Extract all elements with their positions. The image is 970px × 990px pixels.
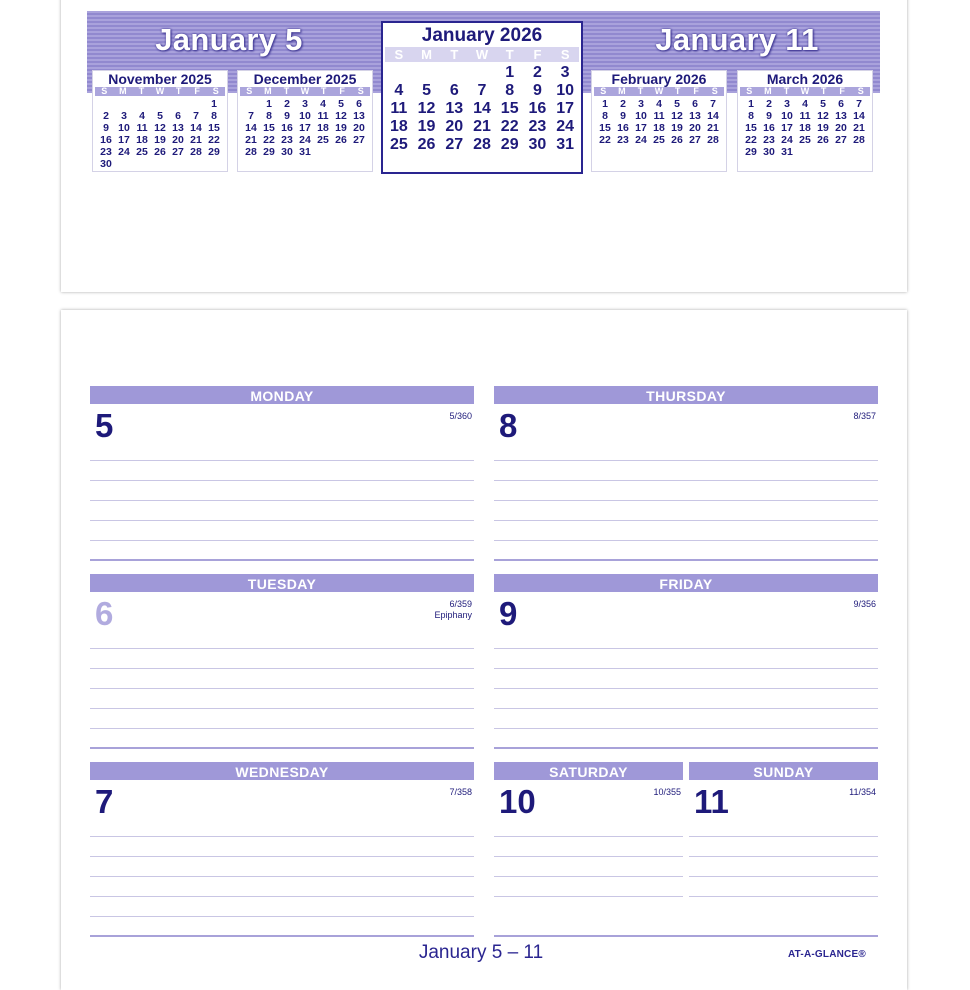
day-header: SATURDAY — [494, 762, 683, 780]
writing-line — [494, 876, 683, 877]
calendar-day: 26 — [671, 134, 683, 146]
day-number: 5 — [95, 407, 114, 444]
calendar-day: 9 — [620, 110, 626, 122]
writing-line — [494, 856, 683, 857]
day-count: 5/360 — [449, 411, 472, 421]
calendar-day: 2 — [766, 98, 772, 110]
calendar-day: 14 — [190, 122, 202, 134]
calendar-day: 1 — [602, 98, 608, 110]
mini-calendar-march-2026 — [737, 70, 873, 172]
calendar-day: 8 — [748, 110, 754, 122]
calendar-day: 6 — [449, 82, 459, 99]
calendar-day: 30 — [763, 146, 775, 158]
calendar-day: 3 — [638, 98, 644, 110]
calendar-day: 1 — [748, 98, 754, 110]
calendar-day: 3 — [302, 98, 308, 110]
weekday-header: S M T W T F S — [385, 47, 579, 62]
writing-line — [494, 480, 878, 481]
calendar-day: 6 — [356, 98, 362, 110]
day-number: 9 — [499, 595, 518, 632]
mini-calendar-title: November 2025 — [108, 71, 212, 87]
writing-line — [494, 708, 878, 709]
brand-logo: AT-A-GLANCE® — [788, 949, 866, 960]
holiday-label: Epiphany — [434, 610, 472, 620]
writing-line — [90, 500, 474, 501]
calendar-day: 21 — [473, 118, 491, 135]
calendar-day: 15 — [208, 122, 220, 134]
writing-line — [90, 648, 474, 649]
calendar-day: 8 — [505, 82, 515, 99]
bottom-page — [61, 310, 907, 990]
calendar-day: 1 — [266, 98, 272, 110]
calendar-day: 18 — [389, 118, 408, 135]
calendar-day: 11 — [799, 110, 811, 122]
calendar-day — [187, 98, 205, 110]
calendar-day: 19 — [817, 122, 829, 134]
calendar-day: 19 — [335, 122, 347, 134]
calendar-day: 9 — [284, 110, 290, 122]
calendar-day: 27 — [689, 134, 701, 146]
calendar-day: 7 — [477, 82, 487, 99]
calendar-day: 10 — [556, 82, 575, 99]
current-month-title: January 2026 — [421, 25, 543, 46]
calendar-day: 26 — [335, 134, 347, 146]
calendar-day: 15 — [745, 122, 757, 134]
day-count: 11/354 — [849, 787, 876, 797]
writing-line — [494, 896, 683, 897]
day-number: 6 — [95, 595, 114, 632]
calendar-day: 23 — [281, 134, 293, 146]
calendar-day: 29 — [208, 146, 220, 158]
calendar-day: 11 — [653, 110, 665, 122]
day-number: 11 — [694, 783, 729, 820]
calendar-day: 2 — [103, 110, 109, 122]
calendar-day: 14 — [245, 122, 257, 134]
calendar-day: 4 — [394, 82, 404, 99]
calendar-day: 31 — [556, 136, 575, 153]
calendar-day: 7 — [193, 110, 199, 122]
calendar-day: 25 — [389, 136, 408, 153]
day-sunday — [689, 762, 878, 916]
calendar-day: 21 — [190, 134, 202, 146]
day-count: 8/357 — [853, 411, 876, 421]
calendar-day — [242, 98, 260, 110]
calendar-day: 9 — [103, 122, 109, 134]
calendar-day: 15 — [599, 122, 611, 134]
writing-line — [494, 668, 878, 669]
calendar-day: 17 — [781, 122, 793, 134]
writing-line — [689, 896, 878, 897]
writing-line — [90, 460, 474, 461]
calendar-day: 3 — [784, 98, 790, 110]
calendar-day: 6 — [692, 98, 698, 110]
day-friday — [494, 574, 878, 750]
calendar-day: 5 — [422, 82, 432, 99]
calendar-day: 18 — [653, 122, 665, 134]
day-bottom-rule — [90, 559, 474, 561]
calendar-day: 29 — [263, 146, 275, 158]
writing-line — [494, 460, 878, 461]
calendar-day: 27 — [172, 146, 184, 158]
day-monday — [90, 386, 474, 562]
calendar-day: 5 — [338, 98, 344, 110]
calendar-day: 23 — [528, 118, 547, 135]
calendar-day: 27 — [445, 136, 464, 153]
calendar-day: 20 — [172, 134, 184, 146]
calendar-day: 20 — [689, 122, 701, 134]
calendar-day: 9 — [532, 82, 542, 99]
calendar-day — [151, 98, 169, 110]
calendar-day: 11 — [136, 122, 148, 134]
mini-calendar-grid — [742, 98, 868, 158]
calendar-day: 20 — [445, 118, 464, 135]
writing-line — [90, 896, 474, 897]
calendar-day: 22 — [500, 118, 519, 135]
day-header: SUNDAY — [689, 762, 878, 780]
calendar-day: 10 — [299, 110, 311, 122]
current-month-grid — [385, 64, 579, 154]
calendar-day: 30 — [100, 158, 112, 170]
mini-calendar-title: February 2026 — [611, 71, 707, 87]
top-page — [61, 0, 907, 292]
writing-line — [494, 836, 683, 837]
calendar-day: 28 — [853, 134, 865, 146]
calendar-day: 17 — [635, 122, 647, 134]
day-count: 7/358 — [449, 787, 472, 797]
day-count: 10/355 — [653, 787, 681, 797]
calendar-day — [133, 98, 151, 110]
mini-calendar-february-2026 — [591, 70, 727, 172]
mini-calendar-december-2025 — [237, 70, 373, 172]
calendar-day: 31 — [299, 146, 311, 158]
calendar-day: 1 — [505, 64, 515, 81]
day-number: 7 — [95, 783, 114, 820]
day-header: WEDNESDAY — [90, 762, 474, 780]
writing-line — [689, 836, 878, 837]
weekend-bottom-rule — [494, 935, 878, 937]
calendar-day: 28 — [245, 146, 257, 158]
calendar-day: 28 — [707, 134, 719, 146]
calendar-day: 29 — [745, 146, 757, 158]
current-month-calendar — [381, 21, 583, 174]
calendar-day: 14 — [853, 110, 865, 122]
calendar-day: 8 — [602, 110, 608, 122]
calendar-day: 20 — [835, 122, 847, 134]
calendar-day: 12 — [671, 110, 683, 122]
writing-line — [90, 480, 474, 481]
calendar-day: 23 — [100, 146, 112, 158]
calendar-day: 31 — [781, 146, 793, 158]
calendar-day: 4 — [320, 98, 326, 110]
calendar-day: 26 — [417, 136, 436, 153]
calendar-day — [440, 64, 468, 82]
writing-line — [494, 520, 878, 521]
writing-line — [689, 856, 878, 857]
calendar-day: 23 — [763, 134, 775, 146]
day-header: MONDAY — [90, 386, 474, 404]
calendar-day: 20 — [353, 122, 365, 134]
weekday-header: S M T W T F S — [594, 87, 724, 96]
calendar-day: 2 — [532, 64, 542, 81]
writing-line — [90, 688, 474, 689]
writing-line — [90, 668, 474, 669]
mini-calendar-title: March 2026 — [766, 71, 844, 87]
calendar-day: 16 — [617, 122, 629, 134]
writing-line — [90, 876, 474, 877]
calendar-day: 13 — [353, 110, 365, 122]
day-bottom-rule — [90, 935, 474, 937]
writing-line — [90, 540, 474, 541]
day-header: FRIDAY — [494, 574, 878, 592]
calendar-day: 24 — [118, 146, 130, 158]
calendar-day: 28 — [473, 136, 491, 153]
calendar-day: 6 — [838, 98, 844, 110]
calendar-day: 22 — [745, 134, 757, 146]
calendar-day — [169, 98, 187, 110]
calendar-day: 25 — [799, 134, 811, 146]
day-saturday — [494, 762, 683, 916]
calendar-day: 16 — [281, 122, 293, 134]
calendar-day: 7 — [248, 110, 254, 122]
calendar-day: 5 — [674, 98, 680, 110]
weekday-header: S M T W T F S — [740, 87, 870, 96]
calendar-day: 10 — [118, 122, 130, 134]
writing-line — [90, 836, 474, 837]
calendar-day: 12 — [154, 122, 166, 134]
calendar-day: 11 — [390, 100, 408, 117]
calendar-day: 24 — [299, 134, 311, 146]
week-start-date: January 5 — [155, 22, 303, 57]
calendar-day: 25 — [317, 134, 329, 146]
day-number: 10 — [499, 783, 536, 820]
calendar-day: 2 — [284, 98, 290, 110]
calendar-day: 13 — [445, 100, 464, 117]
calendar-day: 10 — [635, 110, 647, 122]
calendar-day: 13 — [835, 110, 847, 122]
writing-line — [494, 648, 878, 649]
calendar-day: 21 — [707, 122, 719, 134]
calendar-day: 19 — [154, 134, 166, 146]
day-count: 9/356 — [853, 599, 876, 609]
day-header: TUESDAY — [90, 574, 474, 592]
calendar-day: 5 — [820, 98, 826, 110]
mini-calendar-grid — [242, 98, 368, 158]
writing-line — [494, 540, 878, 541]
writing-line — [90, 856, 474, 857]
mini-calendar-grid — [97, 98, 223, 170]
calendar-day: 7 — [856, 98, 862, 110]
calendar-day: 22 — [208, 134, 220, 146]
calendar-day: 1 — [211, 98, 217, 110]
calendar-day: 29 — [500, 136, 519, 153]
day-tuesday — [90, 574, 474, 750]
day-bottom-rule — [494, 559, 878, 561]
calendar-day: 24 — [556, 118, 575, 135]
calendar-day: 18 — [799, 122, 811, 134]
calendar-day — [115, 98, 133, 110]
day-header: THURSDAY — [494, 386, 878, 404]
writing-line — [494, 500, 878, 501]
calendar-day: 15 — [263, 122, 275, 134]
calendar-day: 30 — [528, 136, 547, 153]
calendar-day: 14 — [707, 110, 719, 122]
calendar-day: 13 — [689, 110, 701, 122]
calendar-day: 27 — [353, 134, 365, 146]
calendar-day: 4 — [139, 110, 145, 122]
calendar-day: 17 — [299, 122, 311, 134]
writing-line — [90, 916, 474, 917]
calendar-day: 22 — [599, 134, 611, 146]
mini-calendar-title: December 2025 — [253, 71, 357, 87]
day-wednesday — [90, 762, 474, 938]
week-range-footer: January 5 – 11 — [418, 942, 544, 963]
calendar-day: 16 — [763, 122, 775, 134]
day-bottom-rule — [494, 747, 878, 749]
calendar-day: 24 — [635, 134, 647, 146]
writing-line — [689, 876, 878, 877]
calendar-day: 9 — [766, 110, 772, 122]
day-thursday — [494, 386, 878, 562]
calendar-day: 26 — [154, 146, 166, 158]
day-number: 8 — [499, 407, 518, 444]
calendar-day: 2 — [620, 98, 626, 110]
calendar-day: 3 — [121, 110, 127, 122]
weekday-header: S M T W T F S — [240, 87, 370, 96]
week-end-date: January 11 — [655, 22, 819, 57]
calendar-day: 30 — [281, 146, 293, 158]
calendar-day: 14 — [473, 100, 491, 117]
calendar-day: 22 — [263, 134, 275, 146]
calendar-day: 19 — [417, 118, 436, 135]
calendar-day: 17 — [118, 134, 130, 146]
calendar-day: 18 — [317, 122, 329, 134]
calendar-day: 4 — [802, 98, 808, 110]
writing-line — [90, 728, 474, 729]
calendar-day: 12 — [417, 100, 436, 117]
calendar-day: 21 — [853, 122, 865, 134]
calendar-day: 6 — [175, 110, 181, 122]
calendar-day: 3 — [560, 64, 570, 81]
mini-calendar-november-2025 — [92, 70, 228, 172]
calendar-day: 8 — [266, 110, 272, 122]
calendar-day: 25 — [653, 134, 665, 146]
calendar-day: 18 — [136, 134, 148, 146]
calendar-day: 10 — [781, 110, 793, 122]
writing-line — [90, 520, 474, 521]
calendar-day: 15 — [500, 100, 519, 117]
mini-calendar-grid — [596, 98, 722, 146]
calendar-day: 11 — [317, 110, 329, 122]
calendar-day: 13 — [172, 122, 184, 134]
writing-line — [90, 708, 474, 709]
calendar-day: 16 — [528, 100, 547, 117]
calendar-day: 26 — [817, 134, 829, 146]
calendar-day: 12 — [335, 110, 347, 122]
calendar-day: 25 — [136, 146, 148, 158]
calendar-day: 7 — [710, 98, 716, 110]
calendar-day: 12 — [817, 110, 829, 122]
calendar-day: 23 — [617, 134, 629, 146]
calendar-day: 28 — [190, 146, 202, 158]
calendar-day — [97, 98, 115, 110]
writing-line — [494, 728, 878, 729]
calendar-day: 27 — [835, 134, 847, 146]
calendar-day: 17 — [556, 100, 575, 117]
calendar-day — [413, 64, 441, 82]
writing-line — [494, 688, 878, 689]
calendar-day: 19 — [671, 122, 683, 134]
day-count: 6/359 Epiphany — [434, 599, 472, 620]
calendar-day: 5 — [157, 110, 163, 122]
calendar-day — [468, 64, 496, 82]
calendar-day: 21 — [245, 134, 257, 146]
calendar-day: 4 — [656, 98, 662, 110]
day-bottom-rule — [90, 747, 474, 749]
calendar-day: 16 — [100, 134, 112, 146]
weekday-header: S M T W T F S — [95, 87, 225, 96]
calendar-day: 8 — [211, 110, 217, 122]
calendar-day — [385, 64, 413, 82]
calendar-day: 24 — [781, 134, 793, 146]
